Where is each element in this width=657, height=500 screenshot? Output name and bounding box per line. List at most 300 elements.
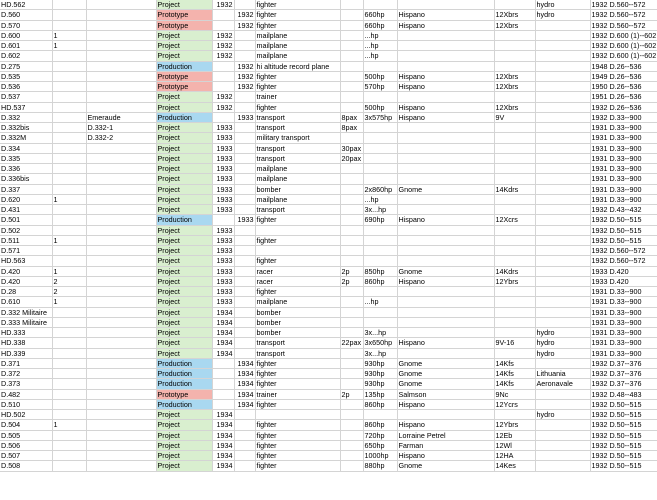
build-year-cell[interactable] — [234, 451, 255, 461]
variant-cell[interactable] — [52, 440, 86, 450]
build-year-cell[interactable]: 1934 — [234, 369, 255, 379]
source-cell[interactable]: 1932 D.560--572 — [590, 10, 657, 20]
build-year-cell[interactable] — [234, 30, 255, 40]
project-year-cell[interactable] — [212, 10, 234, 20]
power-cell[interactable] — [363, 235, 397, 245]
designation-cell[interactable]: D.501 — [0, 215, 52, 225]
role-cell[interactable]: bomber — [255, 317, 340, 327]
capacity-cell[interactable] — [340, 20, 363, 30]
source-cell[interactable]: 1931 D.33--900 — [590, 153, 657, 163]
status-cell[interactable]: Project — [156, 133, 212, 143]
build-year-cell[interactable] — [234, 297, 255, 307]
build-year-cell[interactable]: 1932 — [234, 10, 255, 20]
power-cell[interactable]: 3x...hp — [363, 328, 397, 338]
role-cell[interactable]: bomber — [255, 307, 340, 317]
project-year-cell[interactable] — [212, 215, 234, 225]
source-cell[interactable]: 1951 D.26--536 — [590, 92, 657, 102]
engine-maker-cell[interactable]: Salmson — [397, 389, 494, 399]
engine-model-cell[interactable] — [494, 92, 535, 102]
status-cell[interactable]: Project — [156, 235, 212, 245]
engine-model-cell[interactable] — [494, 307, 535, 317]
status-cell[interactable]: Project — [156, 143, 212, 153]
power-cell[interactable]: 930hp — [363, 379, 397, 389]
role-cell[interactable]: fighter — [255, 420, 340, 430]
engine-model-cell[interactable] — [494, 246, 535, 256]
variant-cell[interactable] — [52, 358, 86, 368]
project-year-cell[interactable]: 1933 — [212, 184, 234, 194]
project-year-cell[interactable]: 1933 — [212, 297, 234, 307]
designation-cell[interactable]: D.537 — [0, 92, 52, 102]
engine-model-cell[interactable] — [494, 194, 535, 204]
project-year-cell[interactable]: 1934 — [212, 410, 234, 420]
engine-maker-cell[interactable] — [397, 143, 494, 153]
designation-cell[interactable]: D.601 — [0, 41, 52, 51]
variant-cell[interactable] — [52, 143, 86, 153]
engine-maker-cell[interactable] — [397, 51, 494, 61]
name-cell[interactable] — [86, 164, 156, 174]
engine-model-cell[interactable]: 12Ybrs — [494, 276, 535, 286]
status-cell[interactable]: Project — [156, 30, 212, 40]
power-cell[interactable] — [363, 174, 397, 184]
variant-cell[interactable] — [52, 246, 86, 256]
note-cell[interactable] — [535, 82, 590, 92]
name-cell[interactable]: D.332-1 — [86, 123, 156, 133]
capacity-cell[interactable]: 22pax — [341, 338, 362, 348]
note-cell[interactable]: Aeronavale — [535, 379, 590, 389]
variant-cell[interactable] — [52, 369, 86, 379]
engine-model-cell[interactable]: 12Xcrs — [494, 215, 535, 225]
source-cell[interactable]: 1931 D.33--900 — [590, 307, 657, 317]
source-cell[interactable]: 1950 D.26--536 — [590, 82, 657, 92]
role-cell[interactable]: fighter — [255, 235, 340, 245]
status-cell[interactable]: Prototype — [156, 82, 212, 92]
project-year-cell[interactable] — [212, 379, 234, 389]
variant-cell[interactable]: 1 — [52, 235, 86, 245]
designation-cell[interactable]: D.28 — [0, 287, 52, 297]
engine-maker-cell[interactable] — [397, 225, 494, 235]
capacity-cell[interactable] — [340, 205, 363, 215]
name-cell[interactable] — [86, 51, 156, 61]
designation-cell[interactable]: D.371 — [0, 358, 52, 368]
variant-cell[interactable]: 1 — [52, 297, 86, 307]
note-cell[interactable] — [535, 297, 590, 307]
engine-model-cell[interactable] — [494, 133, 535, 143]
engine-model-cell[interactable]: 14Kdrs — [494, 184, 535, 194]
name-cell[interactable] — [86, 369, 156, 379]
designation-cell[interactable]: D.332 Militaire — [0, 307, 52, 317]
name-cell[interactable] — [86, 307, 156, 317]
designation-cell[interactable]: D.420 — [0, 276, 52, 286]
status-cell[interactable]: Project — [156, 194, 212, 204]
build-year-cell[interactable] — [234, 0, 255, 10]
capacity-cell[interactable]: 20pax — [341, 153, 362, 163]
engine-maker-cell[interactable]: Gnome — [397, 266, 494, 276]
source-cell[interactable]: 1932 D.600 (1)--602 — [591, 41, 657, 51]
variant-cell[interactable] — [52, 20, 86, 30]
capacity-cell[interactable] — [340, 194, 363, 204]
note-cell[interactable] — [535, 399, 590, 409]
project-year-cell[interactable]: 1934 — [212, 348, 234, 358]
variant-cell[interactable] — [52, 51, 86, 61]
source-cell[interactable]: 1932 D.600 (1)--602 — [591, 30, 657, 40]
role-cell[interactable]: fighter — [255, 287, 340, 297]
status-cell[interactable]: Project — [156, 102, 212, 112]
name-cell[interactable] — [86, 41, 156, 51]
build-year-cell[interactable]: 1933 — [234, 215, 255, 225]
build-year-cell[interactable] — [234, 102, 255, 112]
name-cell[interactable] — [86, 153, 156, 163]
build-year-cell[interactable] — [234, 461, 255, 471]
note-cell[interactable] — [535, 71, 590, 81]
engine-maker-cell[interactable] — [397, 194, 494, 204]
note-cell[interactable] — [535, 123, 590, 133]
capacity-cell[interactable] — [340, 0, 363, 10]
capacity-cell[interactable] — [340, 225, 363, 235]
engine-maker-cell[interactable] — [397, 348, 494, 358]
build-year-cell[interactable] — [234, 317, 255, 327]
designation-cell[interactable]: D.335 — [0, 153, 52, 163]
designation-cell[interactable]: D.420 — [0, 266, 52, 276]
role-cell[interactable]: fighter — [255, 430, 340, 440]
designation-cell[interactable]: D.332 — [0, 112, 52, 122]
source-cell[interactable]: 1932 D.50--515 — [590, 430, 657, 440]
capacity-cell[interactable] — [340, 10, 363, 20]
project-year-cell[interactable]: 1934 — [212, 451, 234, 461]
project-year-cell[interactable] — [212, 358, 234, 368]
designation-cell[interactable]: D.504 — [0, 420, 52, 430]
engine-model-cell[interactable]: 14Kfs — [494, 358, 535, 368]
name-cell[interactable] — [86, 225, 156, 235]
note-cell[interactable] — [535, 92, 590, 102]
designation-cell[interactable]: D.505 — [0, 430, 52, 440]
source-cell[interactable]: 1931 D.33--900 — [590, 328, 657, 338]
build-year-cell[interactable] — [234, 266, 255, 276]
note-cell[interactable] — [535, 51, 590, 61]
designation-cell[interactable]: D.507 — [0, 451, 52, 461]
variant-cell[interactable] — [52, 205, 86, 215]
role-cell[interactable]: mailplane — [255, 41, 340, 51]
note-cell[interactable] — [535, 225, 590, 235]
engine-maker-cell[interactable]: Hispano — [397, 276, 494, 286]
variant-cell[interactable] — [52, 317, 86, 327]
capacity-cell[interactable] — [340, 164, 363, 174]
build-year-cell[interactable]: 1932 — [234, 82, 255, 92]
build-year-cell[interactable] — [234, 225, 255, 235]
build-year-cell[interactable]: 1934 — [234, 358, 255, 368]
variant-cell[interactable]: 1 — [52, 30, 86, 40]
build-year-cell[interactable] — [234, 92, 255, 102]
power-cell[interactable] — [363, 410, 397, 420]
role-cell[interactable] — [255, 410, 340, 420]
designation-cell[interactable]: D.536 — [0, 82, 52, 92]
status-cell[interactable]: Project — [156, 307, 212, 317]
status-cell[interactable]: Production — [156, 358, 212, 368]
project-year-cell[interactable]: 1933 — [212, 287, 234, 297]
designation-cell[interactable]: D.570 — [0, 20, 52, 30]
variant-cell[interactable] — [52, 348, 86, 358]
source-cell[interactable]: 1931 D.33--900 — [590, 143, 657, 153]
variant-cell[interactable] — [52, 184, 86, 194]
designation-cell[interactable]: D.482 — [0, 389, 52, 399]
power-cell[interactable] — [363, 225, 397, 235]
note-cell[interactable] — [535, 61, 590, 71]
power-cell[interactable] — [363, 92, 397, 102]
name-cell[interactable] — [86, 194, 156, 204]
build-year-cell[interactable]: 1932 — [234, 71, 255, 81]
engine-model-cell[interactable]: 14Kfs — [494, 369, 535, 379]
power-cell[interactable]: ...hp — [363, 297, 397, 307]
source-cell[interactable]: 1932 D.50--515 — [590, 399, 657, 409]
status-cell[interactable]: Production — [156, 399, 212, 409]
status-cell[interactable]: Project — [156, 174, 212, 184]
capacity-cell[interactable] — [340, 420, 363, 430]
variant-cell[interactable] — [52, 328, 86, 338]
power-cell[interactable]: 860hp — [363, 420, 397, 430]
variant-cell[interactable] — [52, 461, 86, 471]
power-cell[interactable] — [363, 133, 397, 143]
name-cell[interactable] — [86, 102, 156, 112]
note-cell[interactable] — [535, 266, 590, 276]
source-cell[interactable]: 1931 D.33--900 — [590, 317, 657, 327]
capacity-cell[interactable]: 2p — [340, 389, 363, 399]
variant-cell[interactable] — [52, 133, 86, 143]
name-cell[interactable] — [86, 317, 156, 327]
engine-model-cell[interactable] — [494, 174, 535, 184]
source-cell[interactable]: 1932 D.50--515 — [590, 451, 657, 461]
engine-model-cell[interactable] — [494, 205, 535, 215]
source-cell[interactable]: 1932 D.600 (1)--602 — [591, 51, 657, 61]
note-cell[interactable] — [535, 205, 590, 215]
status-cell[interactable]: Project — [156, 0, 212, 10]
power-cell[interactable] — [363, 0, 397, 10]
source-cell[interactable]: 1932 D.50--515 — [590, 215, 657, 225]
build-year-cell[interactable]: 1934 — [234, 399, 255, 409]
variant-cell[interactable] — [52, 399, 86, 409]
designation-cell[interactable]: D.336 — [0, 164, 52, 174]
engine-maker-cell[interactable] — [397, 256, 494, 266]
project-year-cell[interactable] — [212, 399, 234, 409]
power-cell[interactable] — [363, 123, 397, 133]
engine-model-cell[interactable] — [494, 287, 535, 297]
engine-maker-cell[interactable]: Hispano — [397, 102, 494, 112]
role-cell[interactable]: fighter — [255, 451, 340, 461]
capacity-cell[interactable] — [340, 461, 363, 471]
variant-cell[interactable]: 1 — [52, 41, 86, 51]
engine-model-cell[interactable]: 12Ycrs — [494, 399, 535, 409]
status-cell[interactable]: Project — [156, 287, 212, 297]
designation-cell[interactable]: D.511 — [0, 235, 52, 245]
name-cell[interactable] — [86, 174, 156, 184]
engine-maker-cell[interactable] — [397, 133, 494, 143]
engine-model-cell[interactable]: 12Xbrs — [494, 71, 535, 81]
role-cell[interactable]: transport — [255, 123, 340, 133]
status-cell[interactable]: Prototype — [156, 389, 212, 399]
power-cell[interactable]: 860hp — [363, 399, 397, 409]
note-cell[interactable] — [535, 20, 590, 30]
engine-model-cell[interactable] — [494, 328, 535, 338]
power-cell[interactable]: 1000hp — [363, 451, 397, 461]
note-cell[interactable]: hydro — [535, 328, 590, 338]
capacity-cell[interactable] — [340, 92, 363, 102]
variant-cell[interactable] — [52, 389, 86, 399]
status-cell[interactable]: Project — [156, 420, 212, 430]
engine-model-cell[interactable]: 12Xbrs — [494, 82, 535, 92]
capacity-cell[interactable] — [340, 451, 363, 461]
name-cell[interactable] — [86, 61, 156, 71]
variant-cell[interactable] — [52, 92, 86, 102]
build-year-cell[interactable] — [234, 153, 255, 163]
build-year-cell[interactable] — [234, 440, 255, 450]
role-cell[interactable]: transport — [255, 143, 340, 153]
power-cell[interactable] — [363, 153, 397, 163]
engine-model-cell[interactable] — [494, 297, 535, 307]
capacity-cell[interactable]: 8pax — [340, 123, 363, 133]
role-cell[interactable]: fighter — [255, 369, 340, 379]
power-cell[interactable]: 3x575hp — [363, 112, 397, 122]
project-year-cell[interactable] — [212, 389, 234, 399]
role-cell[interactable]: bomber — [255, 184, 340, 194]
source-cell[interactable]: 1949 D.26--536 — [590, 71, 657, 81]
name-cell[interactable] — [86, 266, 156, 276]
power-cell[interactable]: 850hp — [363, 266, 397, 276]
capacity-cell[interactable] — [340, 235, 363, 245]
status-cell[interactable]: Project — [156, 256, 212, 266]
capacity-cell[interactable] — [340, 174, 363, 184]
role-cell[interactable]: racer — [255, 276, 340, 286]
designation-cell[interactable]: D.600 — [0, 30, 52, 40]
note-cell[interactable] — [535, 133, 590, 143]
status-cell[interactable]: Project — [156, 348, 212, 358]
build-year-cell[interactable] — [234, 328, 255, 338]
status-cell[interactable]: Prototype — [156, 10, 212, 20]
variant-cell[interactable]: 2 — [52, 287, 86, 297]
name-cell[interactable] — [86, 246, 156, 256]
engine-maker-cell[interactable] — [397, 307, 494, 317]
build-year-cell[interactable] — [234, 51, 255, 61]
status-cell[interactable]: Production — [156, 215, 212, 225]
engine-model-cell[interactable] — [494, 348, 535, 358]
status-cell[interactable]: Project — [156, 225, 212, 235]
name-cell[interactable] — [86, 461, 156, 471]
engine-model-cell[interactable]: 14Kes — [494, 461, 535, 471]
build-year-cell[interactable] — [234, 123, 255, 133]
role-cell[interactable]: hi altitude record plane — [255, 61, 340, 71]
name-cell[interactable] — [86, 82, 156, 92]
name-cell[interactable] — [86, 92, 156, 102]
variant-cell[interactable] — [52, 451, 86, 461]
note-cell[interactable] — [535, 256, 590, 266]
name-cell[interactable] — [86, 358, 156, 368]
power-cell[interactable]: 660hp — [363, 10, 397, 20]
variant-cell[interactable] — [52, 379, 86, 389]
designation-cell[interactable]: D.275 — [0, 61, 52, 71]
designation-cell[interactable]: D.506 — [0, 440, 52, 450]
engine-maker-cell[interactable]: Gnome — [397, 358, 494, 368]
status-cell[interactable]: Project — [156, 338, 212, 348]
role-cell[interactable]: transport — [255, 348, 340, 358]
source-cell[interactable]: 1932 D.50--515 — [590, 440, 657, 450]
build-year-cell[interactable] — [234, 205, 255, 215]
note-cell[interactable]: hydro — [535, 10, 590, 20]
designation-cell[interactable]: D.610 — [0, 297, 52, 307]
role-cell[interactable]: fighter — [255, 461, 340, 471]
role-cell[interactable] — [255, 225, 340, 235]
capacity-cell[interactable] — [340, 30, 363, 40]
note-cell[interactable] — [535, 317, 590, 327]
note-cell[interactable] — [535, 143, 590, 153]
build-year-cell[interactable] — [234, 41, 255, 51]
project-year-cell[interactable]: 1934 — [212, 307, 234, 317]
role-cell[interactable]: mailplane — [255, 194, 340, 204]
variant-cell[interactable] — [52, 153, 86, 163]
engine-maker-cell[interactable]: Hispano — [397, 215, 494, 225]
project-year-cell[interactable] — [212, 369, 234, 379]
capacity-cell[interactable]: 8pax — [340, 112, 363, 122]
project-year-cell[interactable]: 1933 — [212, 164, 234, 174]
variant-cell[interactable] — [52, 102, 86, 112]
role-cell[interactable]: bomber — [255, 328, 340, 338]
engine-model-cell[interactable]: 12Ybrs — [494, 420, 535, 430]
source-cell[interactable]: 1932 D.26--536 — [590, 102, 657, 112]
note-cell[interactable] — [535, 276, 590, 286]
designation-cell[interactable]: D.372 — [0, 369, 52, 379]
variant-cell[interactable] — [52, 10, 86, 20]
variant-cell[interactable] — [52, 215, 86, 225]
variant-cell[interactable] — [52, 82, 86, 92]
engine-model-cell[interactable] — [494, 41, 535, 51]
source-cell[interactable]: 1932 D.50--515 — [590, 235, 657, 245]
role-cell[interactable]: fighter — [255, 71, 340, 81]
engine-maker-cell[interactable] — [397, 205, 494, 215]
power-cell[interactable]: ...hp — [363, 30, 397, 40]
engine-maker-cell[interactable]: Gnome — [397, 379, 494, 389]
source-cell[interactable]: 1933 D.420 — [590, 276, 657, 286]
power-cell[interactable]: 3x...hp — [363, 205, 397, 215]
capacity-cell[interactable] — [340, 82, 363, 92]
engine-model-cell[interactable]: 12Eb — [494, 430, 535, 440]
designation-cell[interactable]: D.431 — [0, 205, 52, 215]
source-cell[interactable]: 1932 D.560--572 — [590, 246, 657, 256]
engine-model-cell[interactable] — [494, 51, 535, 61]
designation-cell[interactable]: HD.333 — [0, 328, 52, 338]
note-cell[interactable] — [535, 174, 590, 184]
note-cell[interactable] — [535, 30, 590, 40]
engine-model-cell[interactable] — [494, 30, 535, 40]
capacity-cell[interactable] — [340, 287, 363, 297]
build-year-cell[interactable] — [234, 235, 255, 245]
name-cell[interactable]: Emeraude — [86, 112, 156, 122]
variant-cell[interactable] — [52, 225, 86, 235]
source-cell[interactable]: 1931 D.33--900 — [590, 133, 657, 143]
build-year-cell[interactable] — [234, 256, 255, 266]
build-year-cell[interactable] — [234, 246, 255, 256]
engine-model-cell[interactable]: 12Xbrs — [494, 10, 535, 20]
note-cell[interactable]: hydro — [535, 348, 590, 358]
engine-maker-cell[interactable] — [397, 328, 494, 338]
source-cell[interactable]: 1932 D.48--483 — [590, 389, 657, 399]
role-cell[interactable]: fighter — [255, 82, 340, 92]
name-cell[interactable] — [86, 0, 156, 10]
source-cell[interactable]: 1932 D.50--515 — [590, 410, 657, 420]
note-cell[interactable] — [535, 430, 590, 440]
power-cell[interactable]: 880hp — [363, 461, 397, 471]
name-cell[interactable] — [86, 184, 156, 194]
variant-cell[interactable] — [52, 338, 86, 348]
note-cell[interactable] — [535, 153, 590, 163]
designation-cell[interactable]: HD.562 — [0, 0, 52, 10]
source-cell[interactable]: 1931 D.33--900 — [590, 164, 657, 174]
designation-cell[interactable]: D.502 — [0, 225, 52, 235]
